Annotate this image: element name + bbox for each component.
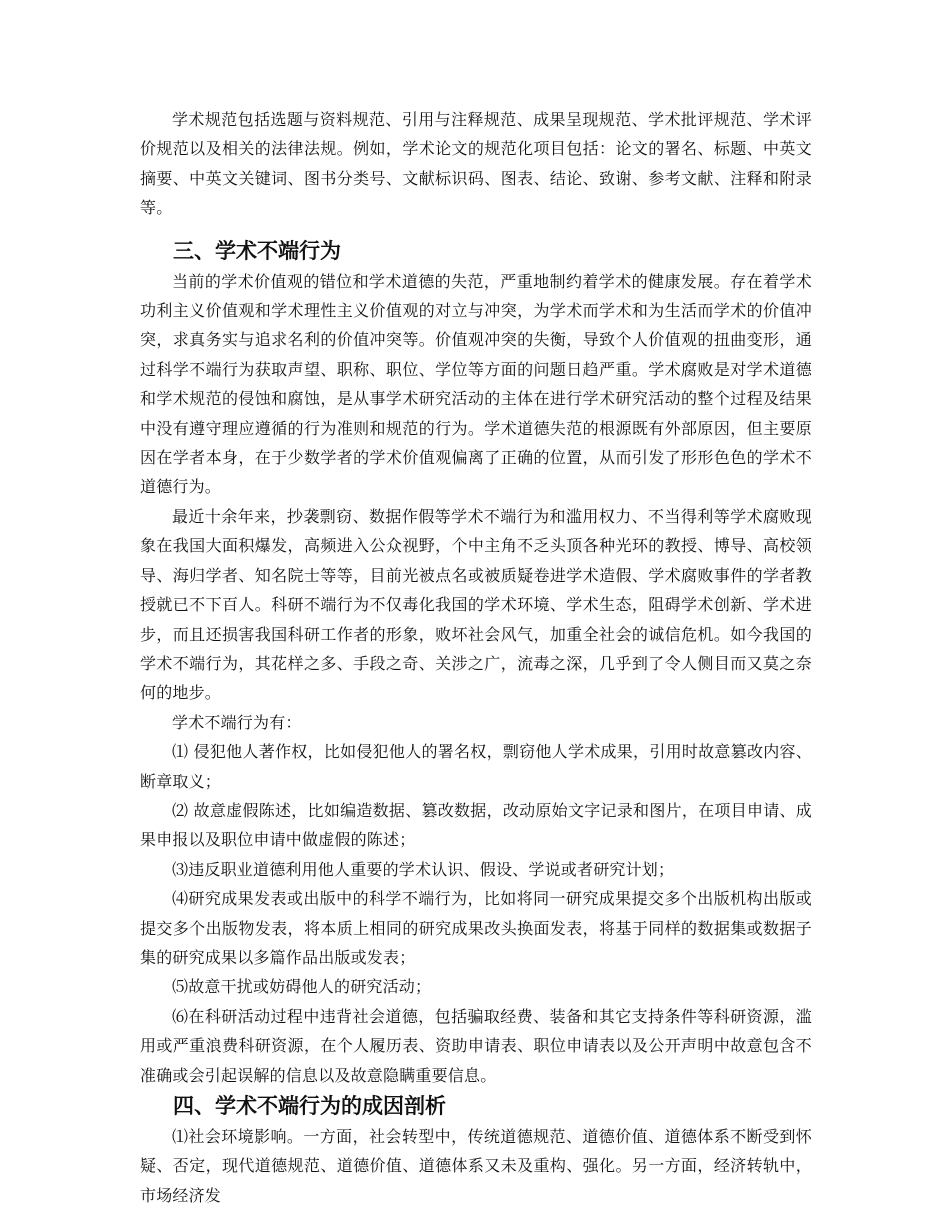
section-3-paragraph: 当前的学术价值观的错位和学术道德的失范，严重地制约着学术的健康发展。存在着学术功利主义价值观和学术理性主义价值观的对立与冲突，为学术而学术和为生活而学术的价值冲突，求真务实与追求名利的价值冲突等。价值观冲突的失衡，导致个人价值观的扭曲变形，通过科学不端行为获取声望、职称、职位、学位等方面的问题日趋严重。学术腐败是对学术道德和学术规范的侵蚀和腐蚀，是从事学术研究活动的主体在进行学术研究活动的整个过程及结果中没有遵守理应遵循的行为准则和规范的行为。学术道德失范的根源既有外部原因，但主要原因在学者本身，在于少数学者的学术价值观偏离了正确的位置，从而引发了形形色色的学术不道德行为。 [140,271,812,497]
misconduct-list-item: ⑶违反职业道德利用他人重要的学术认识、假设、学说或者研究计划； [172,859,675,879]
section-3-heading: 三、学术不端行为 [173,238,341,263]
misconduct-list-item: ⑷研究成果发表或出版中的科学不端行为，比如将同一研究成果提交多个出版机构出版或提交多个出版物发表，将本质上相同的研究成果改头换面发表，将基于同样的数据集或数据子集的研究成果以多篇作品出版或发表； [140,889,812,967]
misconduct-list-item: ⑸故意干扰或妨碍他人的研究活动； [172,977,432,997]
misconduct-list-item: ⑴ 侵犯他人著作权，比如侵犯他人的署名权，剽窃他人学术成果，引用时故意篡改内容、断章取义； [140,742,812,791]
section-3-paragraph: 最近十余年来，抄袭剽窃、数据作假等学术不端行为和滥用权力、不当得利等学术腐败现象在我国大面积爆发，高频进入公众视野，个中主角不乏头顶各种光环的教授、博导、高校领导、海归学者、知名院士等等，目前光被点名或被质疑卷进学术造假、学术腐败事件的学者教授就已不下百人。科研不端行为不仅毒化我国的学术环境、学术生态，阻碍学术创新、学术进步，而且还损害我国科研工作者的形象，败坏社会风气，加重全社会的诚信危机。如今我国的学术不端行为，其花样之多、手段之奇、关涉之广，流毒之深，几乎到了令人侧目而又莫之奈何的地步。 [140,506,812,703]
misconduct-list-item: ⑹在科研活动过程中违背社会道德，包括骗取经费、装备和其它支持条件等科研资源，滥用或严重浪费科研资源，在个人履历表、资助申请表、职位申请表以及公开声明中故意包含不准确或会引起误解的信息以及故意隐瞒重要信息。 [140,1006,812,1085]
section-4-paragraph: ⑴社会环境影响。一方面，社会转型中，传统道德规范、道德价值、道德体系不断受到怀疑、否定，现代道德规范、道德价值、道德体系又未及重构、强化。另一方面，经济转轨中，市场经济发 [140,1127,812,1205]
section-4-heading: 四、学术不端行为的成因剖析 [173,1094,446,1118]
misconduct-list-item: ⑵ 故意虚假陈述，比如编造数据、篡改数据，改动原始文字记录和图片，在项目申请、成果申报以及职位申请中做虚假的陈述； [140,800,812,850]
intro-paragraph: 学术规范包括选题与资料规范、引用与注释规范、成果呈现规范、学术批评规范、学术评价规范以及相关的法律法规。例如，学术论文的规范化项目包括：论文的署名、标题、中英文摘要、中英文关键词、图书分类号、文献标识码、图表、结论、致谢、参考文献、注释和附录等。 [140,110,812,218]
document-page [140,105,812,1210]
misconduct-list-intro: 学术不端行为有： [172,712,302,732]
